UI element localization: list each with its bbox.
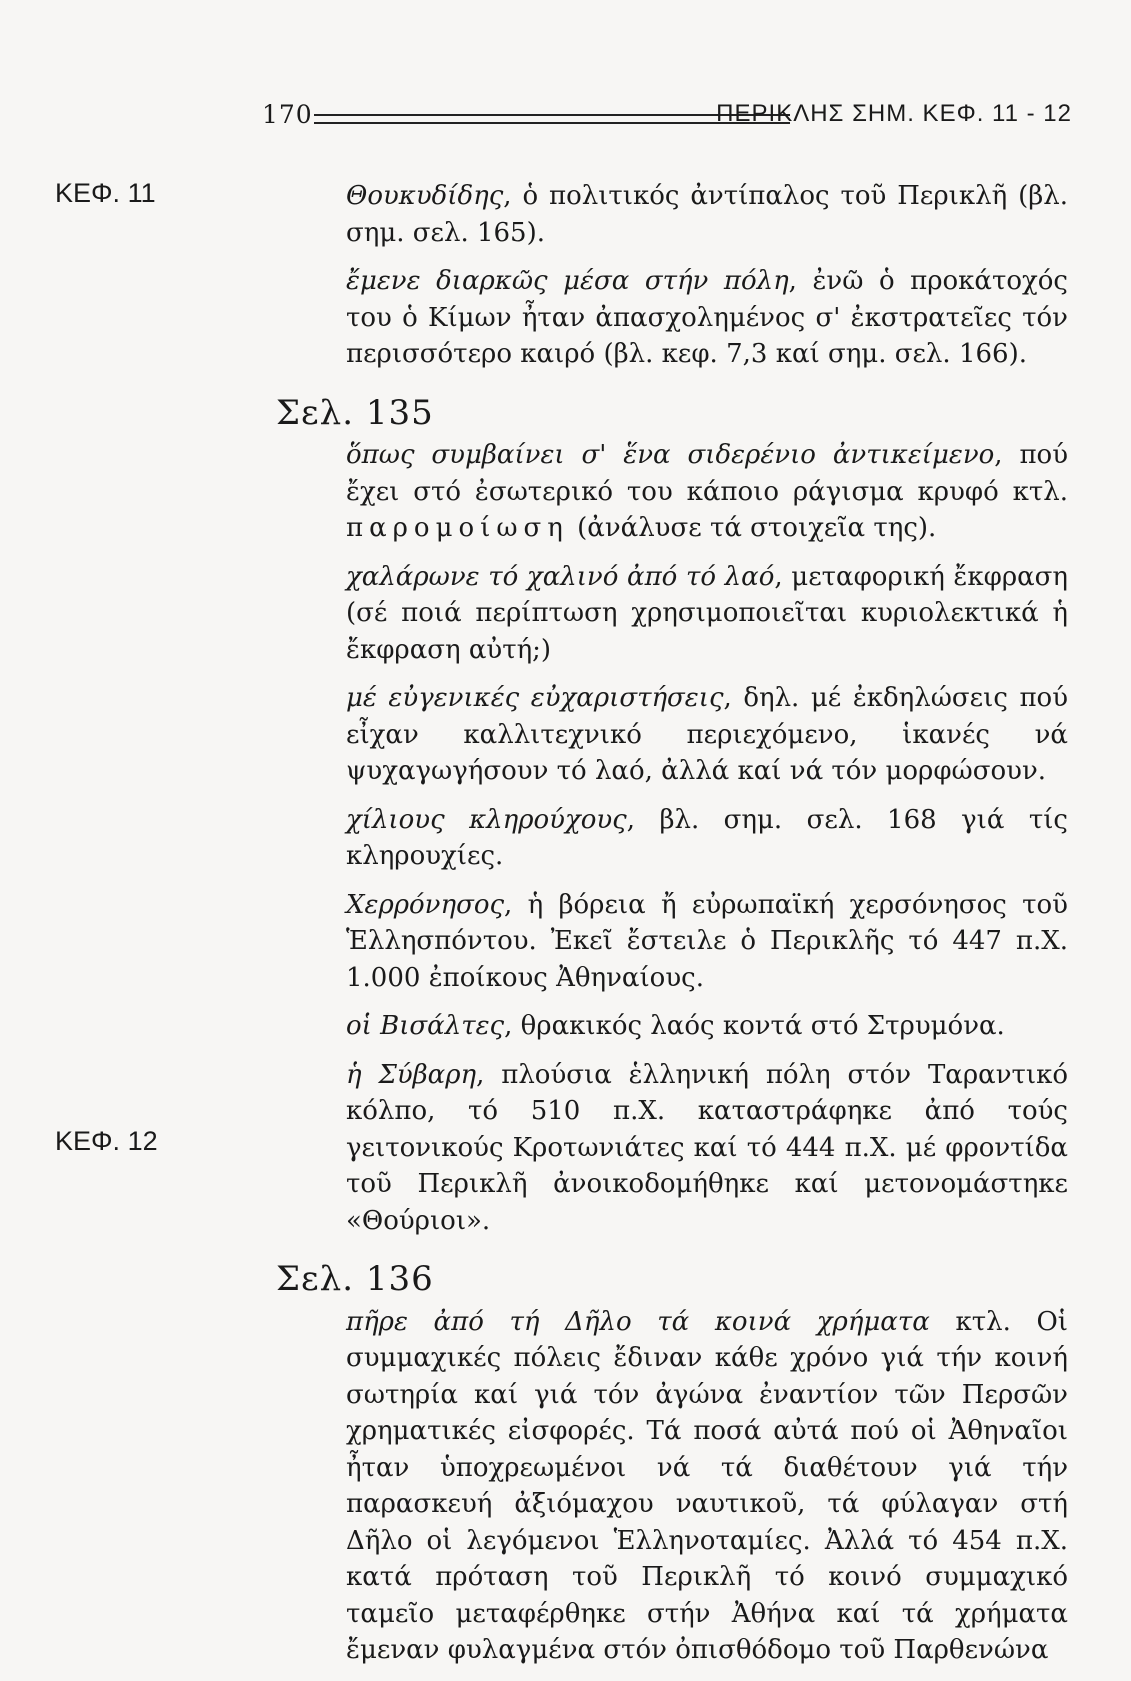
- running-header: [262, 100, 1072, 134]
- note-paragraph: χαλάρωνε τό χαλινό ἀπό τό λαό, μεταφορική ἔκφραση (σέ ποιά περίπτωση χρησιμοποιεῖται κυριολεκτικά ἡ ἔκφραση αὐτή;): [346, 561, 1068, 665]
- note-paragraph: ἔμενε διαρκῶς μέσα στήν πόλη, ἐνῶ ὁ προκάτοχός του ὁ Κίμων ἦταν ἀπασχολημένος σ' ἐκστρατεῖες τόν περισσότερο καιρό (βλ. κεφ. 7,3 καί σημ. σελ. 166).: [346, 266, 1068, 369]
- section-heading-136: Σελ. 136: [276, 1259, 434, 1299]
- note-paragraph: πῆρε ἀπό τή Δῆλο τά κοινά χρήματα κτλ. Οἱ συμμαχικές πόλεις ἔδιναν κάθε χρόνο γιά τήν κοινή σωτηρία καί γιά τόν ἀγώνα ἐναντίον τῶν Περσῶν χρηματικές εἰσφορές. Τά ποσά αὐτά πού οἱ Ἀθηναῖοι ἦταν ὑποχρεωμένοι νά τά διαθέτουν γιά τήν παρασκευή ἀξιόμαχου ναυτικοῦ, τά φύλαγαν στή Δῆλο οἱ λεγόμενοι Ἑλληνοταμίες. Ἀλλά τό 454 π.Χ. κατά πρόταση τοῦ Περικλῆ τό κοινό συμμαχικό ταμεῖο μεταφέρθηκε στήν Ἀθήνα καί τά χρήματα ἔμεναν φυλαγμένα στόν ὀπισθόδομο τοῦ Παρθενώνα: [346, 1306, 1068, 1665]
- page-number: 170: [262, 100, 313, 129]
- section-heading-135: Σελ. 135: [276, 392, 434, 433]
- running-title: ΠΕΡΙΚΛΗΣ ΣΗΜ. ΚΕΦ. 11 - 12: [716, 100, 1072, 127]
- margin-chapter-11: ΚΕΦ. 11: [55, 178, 156, 208]
- note-paragraph: ὅπως συμβαίνει σ' ἕνα σιδερένιο ἀντικείμενο, πού ἔχει στό ἐσωτερικό του κάποιο ράγισμα κρυφό κτλ. παρομοίωση (ἀνάλυσε τά στοιχεῖα της).: [346, 440, 1069, 543]
- note-paragraph: Χερρόνησος, ἡ βόρεια ἤ εὐρωπαϊκή χερσόνησος τοῦ Ἑλλησπόντου. Ἐκεῖ ἔστειλε ὁ Περικλῆς τό 447 π.Χ. 1.000 ἐποίκους Ἀθηναίους.: [346, 889, 1068, 993]
- main-text: [276, 178, 1068, 1681]
- margin-chapter-12: ΚΕΦ. 12: [55, 1126, 158, 1156]
- note-paragraph: μέ εὐγενικές εὐχαριστήσεις, δηλ. μέ ἐκδηλώσεις πού εἶχαν καλλιτεχνικό περιεχόμενο, ἱκανές νά ψυχαγωγήσουν τό λαό, ἀλλά καί νά τόν μορφώσουν.: [346, 683, 1069, 786]
- note-paragraph: χίλιους κληρούχους, βλ. σημ. σελ. 168 γιά τίς κληρουχίες.: [346, 804, 1068, 871]
- note-paragraph: Θουκυδίδης, ὁ πολιτικός ἀντίπαλος τοῦ Περικλῆ (βλ. σημ. σελ. 165).: [346, 181, 1068, 248]
- note-paragraph: ἡ Σύβαρη, πλούσια ἑλληνική πόλη στόν Ταραντικό κόλπο, τό 510 π.Χ. καταστράφηκε ἀπό τούς γειτονικούς Κροτωνιάτες καί τό 444 π.Χ. μέ φροντίδα τοῦ Περικλῆ ἀνοικοδομήθηκε καί μετονομάστηκε «Θούριοι».: [346, 1059, 1068, 1236]
- note-paragraph: οἱ Βισάλτες, θρακικός λαός κοντά στό Στρυμόνα.: [346, 1011, 1005, 1041]
